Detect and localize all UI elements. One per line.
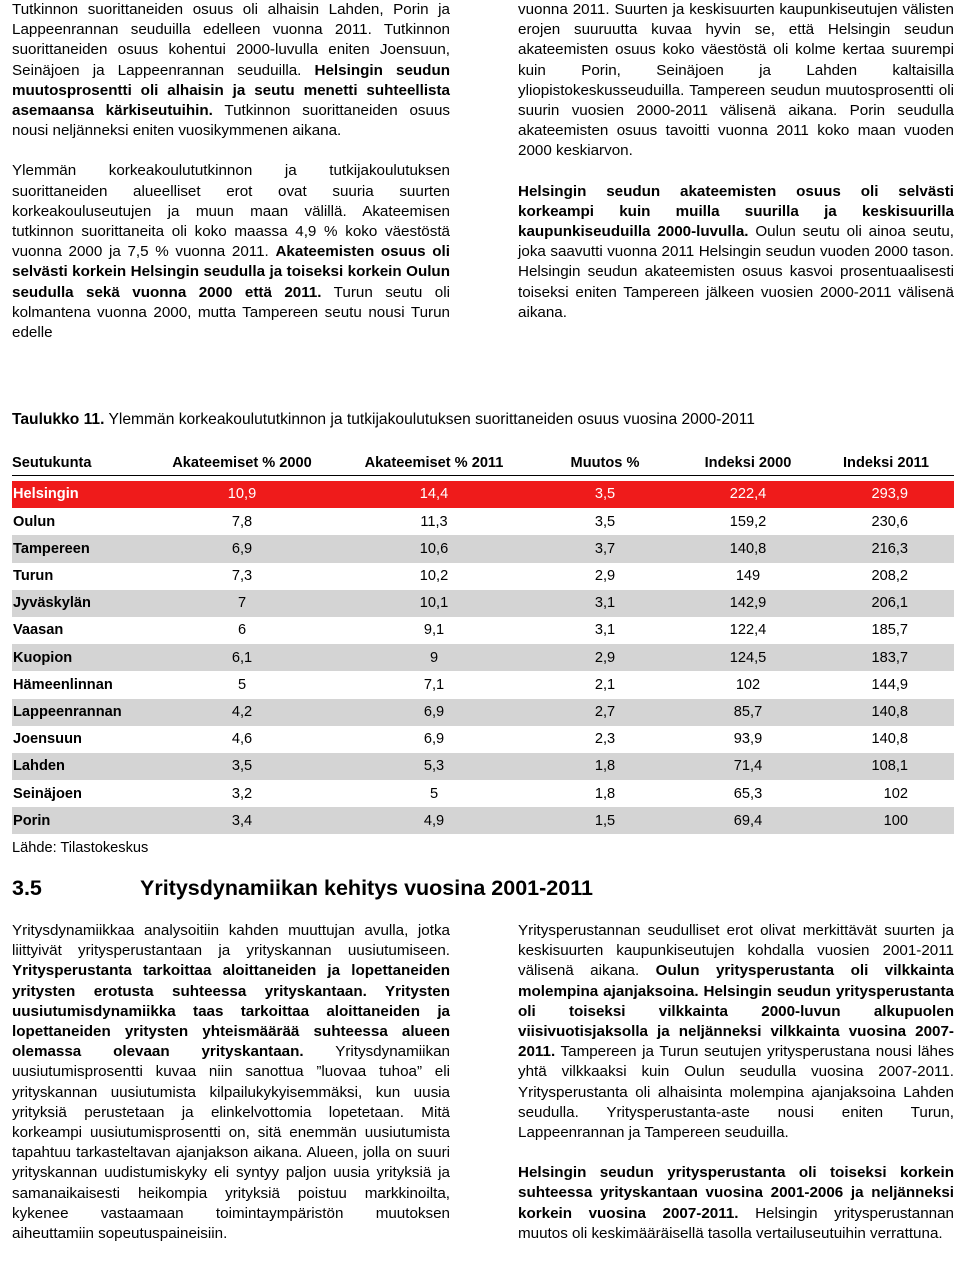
column-header: Akateemiset % 2000 <box>148 451 336 476</box>
table-cell: Vaasan <box>13 622 64 639</box>
table-cell: 3,5 <box>532 481 678 508</box>
bottom-left-column <box>12 921 450 1244</box>
table-cell: Tampereen <box>12 535 148 562</box>
table-cell: 2,9 <box>532 644 678 671</box>
table-cell: 93,9 <box>733 731 763 748</box>
table-cell: 9 <box>336 644 532 671</box>
table-cell: Oulun <box>13 513 56 530</box>
paragraph: Ylemmän korkeakoulututkinnon ja tutkijakoulutuksen suorittaneiden alueelliset erot ovat suuria suurten korkeakouluseutujen ja muun maan välillä. Akateemisen tutkinnon suorittaneita oli koko maassa 4,9 % koko väestöstä vuonna 2000 ja 7,5 % vuonna 2011. Akateemisten osuus oli selvästi korkein Helsingin seudulla ja toiseksi korkein Oulun seudulla sekä vuonna 2000 että 2011. Turun seutu oli kolmantena vuonna 2000, mutta Tampereen seutu nousi Turun edelle <box>12 162 450 342</box>
table-row <box>12 753 954 780</box>
table-cell: Helsingin <box>12 481 148 508</box>
bold-statement: Oulun yritysperustanta oli vilkkainta molempina ajanjaksoina. Helsingin seudun yritysperustanta oli toiseksi vilkkainta 2000-luvun alkupuolen viisivuotisjaksolla ja neljänneksi vilkkainta vuosina 2007-2011. <box>518 962 954 1061</box>
data-table <box>12 451 954 834</box>
table-cell: Seinäjoen <box>13 785 82 802</box>
table-caption <box>12 410 755 430</box>
table-cell: 2,3 <box>594 731 616 748</box>
table-cell: 293,9 <box>818 481 954 508</box>
table-cell: 2,9 <box>594 568 616 585</box>
table-cell: 11,3 <box>420 513 448 530</box>
bottom-right-column <box>518 921 954 1244</box>
caption-label: Taulukko 11. <box>12 411 105 428</box>
column-header: Indeksi 2000 <box>678 451 818 476</box>
table-cell: 7,1 <box>423 676 445 693</box>
table-cell: 2,1 <box>594 676 616 693</box>
paragraph: Yritysdynamiikkaa analysoitiin kahden muuttujan avulla, jotka liittyivät yritysperustantaan ja yrityskannan uusiutumiseen. Yritysperustanta tarkoittaa aloittaneiden ja lopettaneiden yritysten erotusta suhteessa yrityskantaan. Yritysten uusiutumisdynamiikka taas tarkoittaa aloittaneiden ja lopettaneiden yritysten yhteismäärää suhteessa alueen olemassa olevaan yrityskantaan. Yritysdynamiikan uusiutumisprosentti kuvaa niin sanottua ”luovaa tuhoa” eli yrityskannan uusiutumista kilpailukykyisemmäksi, kun uusia yrityksiä perustetaan ja elinkelvottomia lopetetaan. Mitä korkeampi uusiutumisprosentti on, sitä enemmän uusiutumista tapahtuu tarkasteltavan ajanjakson aikana. Alueen, jolla on suuri yrityskannan uudistumiskyky eli syntyy paljon uusia yrityksiä ja samanaikaisesti heikompia yrityksiä poistuu markkinoilta, kykenee vastaamaan toimintaympäristön muutoksen aiheuttamiin sopeutuspaineisiin. <box>12 922 450 1243</box>
table-cell: 3,5 <box>148 753 336 780</box>
table-row <box>12 590 954 617</box>
table-cell: 71,4 <box>678 753 818 780</box>
table-cell: 149 <box>735 568 761 585</box>
bold-statement: Akateemisten osuus oli selvästi korkein Helsingin seudulla ja toiseksi korkein Oulun seudulla sekä vuonna 2000 että 2011. <box>12 243 450 301</box>
table-cell: 3,1 <box>594 622 616 639</box>
top-left-column <box>12 0 450 343</box>
table-cell: 102 <box>883 785 908 802</box>
column-header: Indeksi 2011 <box>818 451 954 476</box>
table-row <box>12 508 954 535</box>
table-cell: 6,9 <box>148 535 336 562</box>
table-cell: 140,8 <box>818 699 954 726</box>
table-cell: 183,7 <box>818 644 954 671</box>
table-cell: 206,1 <box>818 590 954 617</box>
table-cell: Jyväskylän <box>12 590 148 617</box>
section-number: 3.5 <box>12 876 42 900</box>
table-cell: Joensuun <box>13 731 82 748</box>
table-cell: 85,7 <box>678 699 818 726</box>
table-cell: 14,4 <box>336 481 532 508</box>
table-cell: 222,4 <box>678 481 818 508</box>
table-cell: 6,1 <box>148 644 336 671</box>
table-cell: 7,3 <box>231 568 253 585</box>
column-header: Seutukunta <box>12 451 148 476</box>
table-cell: Lahden <box>12 753 148 780</box>
table-cell: 1,5 <box>532 807 678 834</box>
table-row <box>12 563 954 590</box>
table-cell: 5 <box>429 785 439 802</box>
table-cell: 208,2 <box>871 568 908 585</box>
table-cell: 3,4 <box>148 807 336 834</box>
table-cell: 216,3 <box>818 535 954 562</box>
table-cell: 142,9 <box>678 590 818 617</box>
column-header: Muutos % <box>532 451 678 476</box>
table-cell: 6,9 <box>336 699 532 726</box>
table-cell: 2,7 <box>532 699 678 726</box>
table-cell: 7,8 <box>231 513 253 530</box>
table-cell: 6,9 <box>423 731 445 748</box>
table-cell: Hämeenlinnan <box>13 676 113 693</box>
table-cell: 159,2 <box>729 513 767 530</box>
table-cell: 65,3 <box>733 785 763 802</box>
table-cell: 185,7 <box>871 622 908 639</box>
table-cell: 124,5 <box>678 644 818 671</box>
bold-statement: Helsingin seudun muutosprosentti oli alhaisin ja seutu menetti suhteellista asemaansa kärkiseutuihin. <box>12 61 451 120</box>
table-cell: 10,1 <box>336 590 532 617</box>
paragraph: vuonna 2011. Suurten ja keskisuurten kaupunkiseutujen välisten erojen suuruutta kuvaa hyvin se, että Helsingin seudun akateemisten osuus koko väestöstä oli kolme kertaa suurempi kuin Porin, Seinäjoen ja Lahden kaltaisilla yliopistokeskusseuduilla. Tampereen seudun muutosprosentti oli suurin vuosien 2000-2011 välisenä aikana. Porin seudulla akateemisten osuus tavoitti vuonna 2011 koko maan vuoden 2000 keskiarvon. <box>518 1 954 160</box>
table-cell: 100 <box>818 807 954 834</box>
paragraph: Yritysperustannan seudulliset erot olivat merkittävät suurten ja keskisuurten kaupunkiseutujen kohdalla vuosien 2001-2011 välisenä aikana. Oulun yritysperustanta oli vilkkainta molempina ajanjaksoina. Helsingin seudun yritysperustanta oli toiseksi vilkkainta 2000-luvun alkupuolen viisivuotisjaksolla ja neljänneksi vilkkainta vuosina 2007-2011. Tampereen ja Turun seutujen yritysperustana nousi lähes yhtä vilkkaaksi kuin Oulun seudulla vuosina 2007-2011. Yritysperustanta oli alhaisinta molempina ajanjaksoina Lahden seudulla. Yritysperustanta-aste nousi eniten Turun, Lappeenrannan ja Tampereen seuduilla. <box>518 922 954 1142</box>
table-cell: 122,4 <box>729 622 767 639</box>
table-cell: 3,2 <box>231 785 253 802</box>
table-row <box>12 617 954 644</box>
table-row <box>12 644 954 671</box>
table-cell: 140,8 <box>871 731 908 748</box>
table-cell: 3,7 <box>532 535 678 562</box>
table-cell: 3,5 <box>594 513 616 530</box>
table-cell: Lappeenrannan <box>12 699 148 726</box>
table-row <box>12 481 954 508</box>
caption-text: Ylemmän korkeakoulututkinnon ja tutkijakoulutuksen suorittaneiden osuus vuosina 2000-2011 <box>104 411 755 428</box>
bold-statement: Helsingin seudun akateemisten osuus oli selvästi korkeampi kuin muilla suurilla ja keskisuurilla kaupunkiseuduilla 2000-luvulla. <box>518 182 954 241</box>
table-row <box>12 671 954 698</box>
column-header: Akateemiset % 2011 <box>336 451 532 476</box>
table-header-row <box>12 451 954 476</box>
table-cell: 6 <box>237 622 247 639</box>
table-row <box>12 726 954 753</box>
table-cell: 230,6 <box>871 513 908 530</box>
table-row <box>12 807 954 834</box>
table-cell: 10,9 <box>148 481 336 508</box>
table-cell: 102 <box>735 676 761 693</box>
paragraph: Helsingin seudun akateemisten osuus oli selvästi korkeampi kuin muilla suurilla ja keskisuurilla kaupunkiseuduilla 2000-luvulla. Oulun seutu oli ainoa seutu, joka saavutti vuonna 2011 Helsingin seudun vuoden 2000 tason. Helsingin seudun akateemisten osuus kasvoi prosentuaalisesti toiseksi eniten Tampereen jälkeen vuosien 2000-2011 välisenä aikana. <box>518 182 955 321</box>
table-cell: 4,6 <box>231 731 253 748</box>
bold-statement: Yritysperustanta tarkoittaa aloittaneiden ja lopettaneiden yritysten erotusta suhteessa yrityskantaan. Yritysten uusiutumisdynamiikka taas tarkoittaa aloittaneiden ja lopettaneiden yritysten yhteismäärää suhteessa alueen olemassa olevaan yrityskantaan. <box>12 962 450 1061</box>
table-cell: 1,8 <box>594 785 616 802</box>
table-row <box>12 535 954 562</box>
paragraph: Helsingin seudun yritysperustanta oli toiseksi korkein suhteessa yrityskantaan vuosina 2001-2006 ja neljänneksi korkein vuosina 2007-2011. Helsingin yritysperustannan muutos oli keskimääräisellä tasolla vertailuseutuihin verrattuna. <box>518 1164 954 1242</box>
table-cell: 140,8 <box>678 535 818 562</box>
paragraph: Tutkinnon suorittaneiden osuus oli alhaisin Lahden, Porin ja Lappeenrannan seuduilla edelleen vuonna 2011. Tutkinnon suorittaneiden osuus kohentui 2000-luvulla eniten Joensuun, Seinäjoen ja Lappeenrannan seuduilla. Helsingin seudun muutosprosentti oli alhaisin ja seutu menetti suhteellista asemaansa kärkiseutuihin. Tutkinnon suorittaneiden osuus nousi neljänneksi eniten vuosikymmenen aikana. <box>12 1 451 140</box>
table-cell: Porin <box>12 807 148 834</box>
table-cell: 4,2 <box>148 699 336 726</box>
table-cell: 108,1 <box>818 753 954 780</box>
table-cell: 9,1 <box>423 622 445 639</box>
table-cell: 5,3 <box>336 753 532 780</box>
table-cell: 69,4 <box>678 807 818 834</box>
table-cell: 1,8 <box>532 753 678 780</box>
table-cell: Turun <box>13 568 54 585</box>
table-cell: 4,9 <box>336 807 532 834</box>
table-source: Lähde: Tilastokeskus <box>12 840 149 856</box>
top-right-column <box>518 0 954 323</box>
table-cell: 3,1 <box>532 590 678 617</box>
table-cell: 10,6 <box>336 535 532 562</box>
bold-statement: Helsingin seudun yritysperustanta oli toiseksi korkein suhteessa yrityskantaan vuosina 2001-2006 ja neljänneksi korkein vuosina 2007-2011. <box>518 1164 954 1222</box>
table-cell: 144,9 <box>871 676 908 693</box>
table-cell: 10,2 <box>419 568 449 585</box>
table-row <box>12 780 954 807</box>
table-cell: 5 <box>237 676 247 693</box>
section-heading <box>12 874 593 902</box>
table-cell: 7 <box>148 590 336 617</box>
table-cell: Kuopion <box>12 644 148 671</box>
table-row <box>12 699 954 726</box>
section-title: Yritysdynamiikan kehitys vuosina 2001-2011 <box>140 876 593 900</box>
